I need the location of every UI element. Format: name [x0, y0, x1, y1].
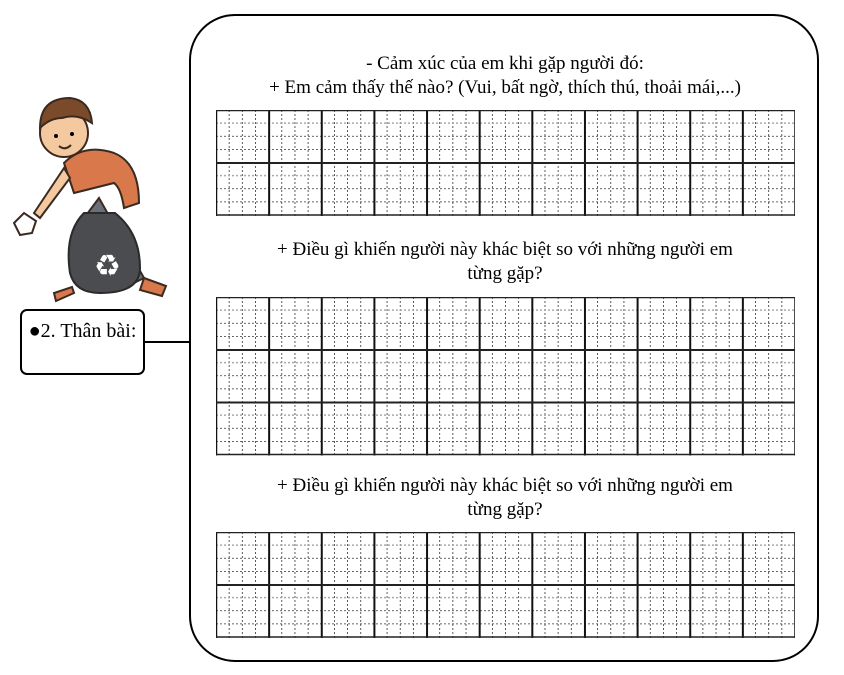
prompt-2	[200, 238, 810, 286]
svg-text:♻: ♻	[94, 249, 121, 284]
prompt-1-line-2: + Em cảm thấy thế nào? (Vui, bất ngờ, thích thú, thoải mái,...)	[269, 77, 741, 98]
writing-grid-2[interactable]	[216, 297, 795, 456]
prompt-2-line-1: + Điều gì khiến người này khác biệt so với những người em	[277, 239, 733, 260]
prompt-1-line-1: - Cảm xúc của em khi gặp người đó:	[366, 53, 644, 74]
section-label: ●2. Thân bài:	[28, 320, 137, 342]
boy-with-recycling-bag-illustration	[4, 88, 174, 308]
writing-grid-1[interactable]	[216, 110, 795, 216]
section-label-box	[20, 309, 145, 375]
prompt-3	[200, 474, 810, 522]
writing-grid-3[interactable]	[216, 532, 795, 638]
prompt-3-line-1: + Điều gì khiến người này khác biệt so với những người em	[277, 475, 733, 496]
prompt-3-line-2: từng gặp?	[467, 499, 543, 520]
prompt-2-line-2: từng gặp?	[467, 263, 543, 284]
prompt-1	[200, 52, 810, 100]
connector-line	[145, 341, 190, 343]
